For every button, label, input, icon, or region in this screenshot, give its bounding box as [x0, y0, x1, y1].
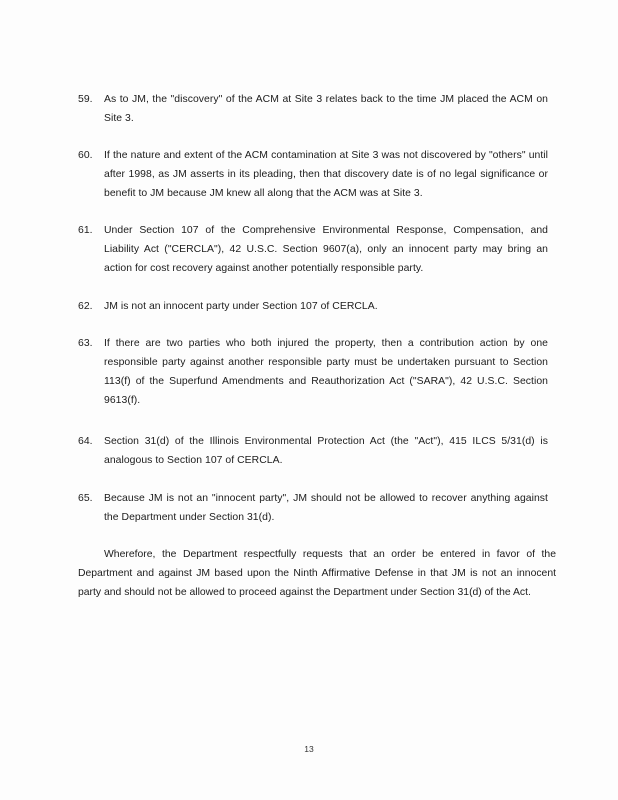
paragraph-65 — [78, 489, 548, 527]
paragraph-number: 60. — [78, 150, 93, 161]
paragraph-number: 62. — [78, 301, 93, 312]
page-number: 13 — [304, 744, 314, 754]
paragraph-text: If there are two parties who both injured the property, then a contribution action by one responsible party against another responsible party must be undertaken pursuant to Section 113(f) of the Superfund Amendments and Reauthorization Act ("SARA"), 42 U.S.C. Section 9613(f). — [104, 338, 548, 406]
paragraph-text: If the nature and extent of the ACM contamination at Site 3 was not discovered by "others" until after 1998, as JM asserts in its pleading, then that discovery date is of no legal significance or benefit to JM because JM knew all along that the ACM was at Site 3. — [104, 150, 548, 199]
paragraph-text: JM is not an innocent party under Section 107 of CERCLA. — [104, 301, 378, 312]
closing-paragraph: Wherefore, the Department respectfully requests that an order be entered in favor of the Department and against JM based upon the Ninth Affirmative Defense in that JM is not an innocent party and should not be allowed to proceed against the Department under Section 31(d) of the Act. — [78, 549, 556, 598]
paragraph-64 — [78, 432, 548, 470]
paragraph-number: 61. — [78, 225, 93, 236]
paragraph-text: Because JM is not an "innocent party", JM should not be allowed to recover anything against the Department under Section 31(d). — [104, 493, 548, 523]
paragraph-number: 63. — [78, 338, 93, 349]
paragraph-60 — [78, 146, 548, 203]
paragraph-number: 59. — [78, 94, 93, 105]
paragraph-number: 64. — [78, 436, 93, 447]
paragraph-63 — [78, 334, 548, 410]
paragraph-62 — [78, 297, 548, 316]
paragraph-text: As to JM, the "discovery" of the ACM at Site 3 relates back to the time JM placed the ACM on Site 3. — [104, 94, 548, 124]
paragraph-59 — [78, 90, 548, 128]
paragraph-61 — [78, 221, 548, 278]
paragraph-text: Section 31(d) of the Illinois Environmental Protection Act (the "Act"), 415 ILCS 5/31(d) is analogous to Section 107 of CERCLA. — [104, 436, 548, 466]
paragraph-text: Under Section 107 of the Comprehensive Environmental Response, Compensation, and Liability Act ("CERCLA"), 42 U.S.C. Section 9607(a), only an innocent party may bring an action for cost recovery against another potentially responsible party. — [104, 225, 548, 274]
paragraph-number: 65. — [78, 493, 93, 504]
